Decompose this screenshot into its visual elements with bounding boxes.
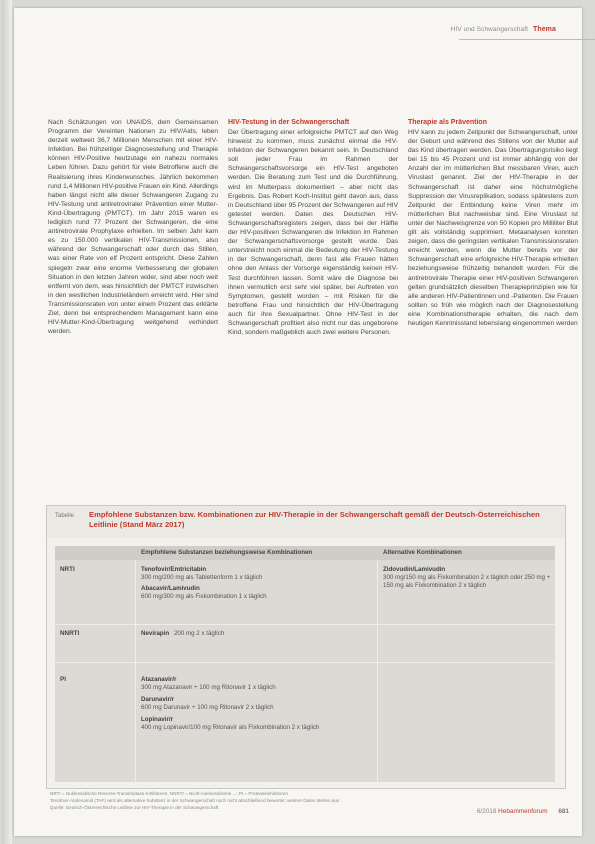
table-column-header-row (55, 546, 555, 560)
pi-drug-2-dose: 600 mg Darunavir + 100 mg Ritonavir 2 x täglich (141, 704, 274, 711)
nrti-drug-2-name: Abacavir/Lamivudin (141, 585, 200, 592)
pi-drug-3-name: Lopinavir/r (141, 716, 173, 723)
column-3-text: HIV kann zu jedem Zeitpunkt der Schwangerschaft, unter der Geburt und während des Stillens von der Mutter auf das Kind übertragen werden. Das Übertragungsrisiko liegt bei 15 bis 45 Prozent und ist immer abhängig von der Anzahl der im mütterlichen Blut messbaren Viren, auch Viruslast genannt. Ziel der HIV-Therapie in der Schwangerschaft ist daher eine höchstmögliche Suppression der Virusreplikation, sodass spätestens zum Zeitpunkt der Entbindung keine Viren mehr im mütterlichen Blut nachweisbar sind. Eine Viruslast ist unter der Nachweisgrenze von 50 Kopien pro Milliliter Blut gilt als vollständig supprimiert. Metaanalysen konnten zeigen, dass die geringsten vertikalen Transmissionsraten erreicht werden, wenn die Mutter bereits vor der Schwangerschaft eine erfolgreiche HIV-Therapie erhielten beziehungsweise frühzeitig behandelt wurden. Für die antiretrovirale Therapie einer HIV-positiven Schwangeren gelten grundsätzlich dieselben Therapieprinzipien wie für alle anderen HIV-Patientinnen und -Patienten. Die Frauen sollten so früh wie möglich nach der Diagnosestellung eine Kombinationstherapie erhalten, die nach dem heutigen Kenntnisstand lebenslang eingenommen werden (408, 129, 578, 327)
row-label-nnrti: NNRTI (60, 630, 80, 637)
article-columns (48, 118, 578, 337)
pi-drug-1-dose: 300 mg Atazanavir + 100 mg Ritonavir 1 x täglich (141, 684, 276, 691)
column-divider-2 (377, 560, 378, 782)
pi-drug-3 (141, 716, 371, 732)
row-separator-1 (55, 624, 555, 625)
running-header-topic: HIV und Schwangerschaft (450, 26, 529, 33)
pi-drug-2-name: Darunavir/r (141, 696, 175, 703)
table-header-band (47, 506, 565, 538)
nrti-alternative (383, 566, 551, 590)
page-number: 681 (558, 808, 569, 815)
nrti-drug-2-dose: 600 mg/300 mg als Fixkombination 1 x täglich (141, 593, 267, 600)
nrti-drug-1-dose: 300 mg/200 mg als Tablettenform 1 x täglich (141, 574, 263, 581)
header-rule (459, 39, 595, 40)
row-label-nrti: NRTI (60, 566, 75, 573)
pi-drug-1 (141, 676, 371, 692)
column-header-alternative: Alternative Kombinationen (383, 549, 462, 556)
footer-publication: Hebammenforum (498, 808, 548, 815)
nrti-alternative-dose: 300 mg/150 mg als Fixkombination 2 x täglich oder 250 mg + 150 mg als Fixkombination 2 x täglich (383, 574, 551, 589)
therapy-table (46, 505, 566, 789)
column-1-text: Nach Schätzungen von UNAIDS, dem Gemeinsamen Programm der Vereinten Nationen zu HIV/Aids, leben derzeit weltweit 36,7 Millionen Menschen mit einer HIV-Infektion. Bei frühzeitiger Diagnosestellung und Therapie können HIV-Positive heutzutage ein nahezu normales Leben führen. Dazu gehört für viele Betroffene auch die Realisierung ihres Kinderwunsches. Jährlich bekommen rund 1,4 Millionen HIV-positive Frauen ein Kind. Allerdings haben längst nicht alle dieser Schwangeren Zugang zu HIV-Testung und antiretroviraler Prävention einer Mutter-Kind-Übertragung (PMTCT). Im Jahr 2015 waren es lediglich rund 77 Prozent der Schwangeren, die eine antiretrovirale Prophylaxe erhielten. Im selben Jahr kam es zu 150.000 vertikalen HIV-Transmissionen, also während der Schwangerschaft oder durch das Stillen, was einer Rate von elf Prozent entspricht. Diese Zahlen spiegeln zwar eine enorme Verbesserung der globalen Situation in den letzten Jahren wider, sind aber noch weit entfernt von dem, was hinsichtlich der PMTCT inzwischen in den westlichen Industrieländern erreicht wird. Hier sind Transmissionsraten von unter einem Prozent das erklärte Ziel, denn bei entsprechendem Management kann eine HIV-Mutter-Kind-Übertragung weitgehend verhindert werden. (48, 119, 218, 336)
nrti-drug-1 (141, 566, 371, 582)
column-header-recommended: Empfohlene Substanzen beziehungsweise Kombinationen (141, 549, 313, 556)
nnrti-drug-1 (141, 630, 371, 638)
nrti-drug-1-name: Tenofovir/Emtricitabin (141, 566, 207, 573)
table-title: Empfohlene Substanzen bzw. Kombinationen zur HIV-Therapie in der Schwangerschaft gemäß der Deutsch-Österreichischen Leitlinie (Stand März 2017) (89, 510, 540, 529)
nrti-alternative-name: Zidovudin/Lamivudin (383, 566, 446, 573)
table-body (55, 546, 555, 782)
running-header (451, 26, 556, 33)
footnote-3: Quelle: Deutsch-Österreichische Leitlinie zur HIV-Therapie in der Schwangerschaft (50, 805, 219, 810)
column-3-heading: Therapie als Prävention (408, 119, 487, 126)
footnote-2: Tenofovir-Alafenamid (TAF) wird als alternative Substanz in der Schwangerschaft noch nicht abschließend bewertet; weitere Daten stehen aus (50, 798, 340, 803)
running-header-section: Thema (532, 26, 556, 33)
nrti-drug-2 (141, 585, 371, 601)
nnrti-drug-1-dose: 200 mg 2 x täglich (173, 630, 225, 637)
table-footnotes (50, 790, 550, 811)
table-label: Tabelle (55, 513, 75, 519)
page-footer (477, 808, 569, 815)
column-2 (228, 118, 398, 337)
row-label-pi: PI (60, 676, 66, 683)
pi-drug-3-dose: 400 mg Lopinavir/100 mg Ritonavir als Fixkombination 2 x täglich (141, 724, 320, 731)
row-separator-2 (55, 662, 555, 663)
column-divider-1 (135, 560, 136, 782)
pi-drug-2 (141, 696, 371, 712)
nnrti-drug-1-name: Nevirapin (141, 630, 170, 637)
column-2-heading: HIV-Testung in der Schwangerschaft (228, 119, 350, 126)
page-shadow-edge (2, 0, 12, 844)
pi-drug-1-name: Atazanavir/r (141, 676, 177, 683)
column-1 (48, 118, 218, 337)
column-2-text: Der Übertragung einer erfolgreiche PMTCT auf den Weg hinweist zu kommen, muss zunächst einmal die HIV-Infektion der Schwangeren bekannt sein. In Deutschland soll jeder Frau im Rahmen der Schwangerschaftsvorsorge ein HIV-Test angeboten werden. Die Beratung zum Test und die Durchführung, wird im Mutterpass dokumentiert – aber nicht das Ergebnis. Das Robert Koch-Institut geht davon aus, dass in Deutschland über 95 Prozent der Schwangeren auf HIV getestet werden. Daten des Deutschen HIV-Schwangerschaftsregisters zeigen, dass bei der Hälfte der HIV-positiven Schwangeren die Infektion im Rahmen der Schwangerschaftsvorsorge gestellt wurde. Das unterstreicht noch einmal die Bedeutung der HIV-Testung in der Schwangerschaft, denn fast alle Frauen hätten ohne den Anlass der Vorsorge eigenständig keinen HIV-Test durchführen lassen. Somit wäre die Diagnose bei ihnen vermutlich erst sehr viel später, bei Auftreten von Symptomen, gestellt worden – mit Risiken für die betroffene Frau und hinsichtlich der HIV-Übertragung auch für ihre Sexualpartner. Ohne HIV-Test in der Schwangerschaft profitiert also nicht nur das ungeborene Kind, sondern maßgeblich auch zwei weitere Personen. (228, 129, 398, 337)
footer-issue: 6/2018 (476, 808, 497, 815)
footnote-1: NRTI = Nukleosidische Reverse-Transkriptase-Inhibitoren; NNRTI = Nicht-nukleosidische ...; PI = Proteaseinhibitoren (50, 791, 288, 796)
column-3 (408, 118, 578, 337)
